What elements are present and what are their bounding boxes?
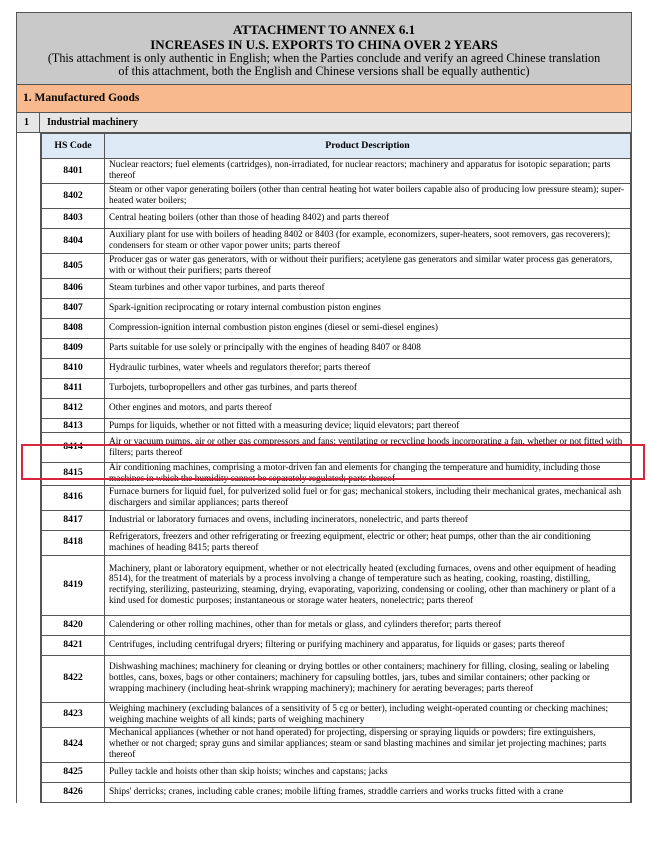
description-cell: Other engines and motors, and parts thereof [105, 399, 631, 419]
hs-code-cell: 8402 [42, 184, 105, 209]
subsection-heading [16, 113, 632, 133]
description-cell: Dishwashing machines; machinery for cleaning or drying bottles or other containers; machinery for filling, closing, sealing or labeling bottles, cans, boxes, bags or other containers; machinery for capsuling bottles, jars, tubes and similar containers; other packing or wrapping machinery (including heat-shrink wrapping machinery); machinery for aerating beverages; parts thereof [105, 655, 631, 702]
table-row [42, 510, 631, 530]
description-cell: Refrigerators, freezers and other refrigerating or freezing equipment, electric or other; heat pumps, other than the air conditioning machines of heading 8415; parts thereof [105, 530, 631, 555]
hs-code-cell: 8401 [42, 159, 105, 184]
table-row [42, 727, 631, 762]
description-cell: Air or vacuum pumps, air or other gas compressors and fans; ventilating or recycling hoods incorporating a fan, whether or not fitted with filters; parts thereof [105, 433, 631, 463]
hs-code-cell: 8405 [42, 254, 105, 279]
description-cell: Central heating boilers (other than those of heading 8402) and parts thereof [105, 209, 631, 229]
description-cell: Pulley tackle and hoists other than skip hoists; winches and capstans; jacks [105, 762, 631, 782]
table-row [42, 399, 631, 419]
hs-code-cell: 8423 [42, 702, 105, 727]
description-cell: Hydraulic turbines, water wheels and regulators therefor; parts thereof [105, 359, 631, 379]
description-cell: Furnace burners for liquid fuel, for pulverized solid fuel or for gas; mechanical stokers, including their mechanical grates, mechanical ash dischargers and similar appliances; parts thereof [105, 485, 631, 510]
table-row [42, 319, 631, 339]
title-line-2: INCREASES IN U.S. EXPORTS TO CHINA OVER 2 YEARS [150, 37, 498, 52]
description-cell: Weighing machinery (excluding balances of a sensitivity of 5 cg or better), including weight-operated counting or checking machines; weighing machine weights of all kinds; parts of weighing machinery [105, 702, 631, 727]
description-cell: Spark-ignition reciprocating or rotary internal combustion piston engines [105, 299, 631, 319]
description-cell: Auxiliary plant for use with boilers of heading 8402 or 8403 (for example, economizers, super-heaters, soot removers, gas recoverers); condensers for steam or other vapor power units; parts thereof [105, 229, 631, 254]
table-row [42, 299, 631, 319]
description-cell: Steam turbines and other vapor turbines, and parts thereof [105, 279, 631, 299]
table-row [42, 635, 631, 655]
hs-code-cell: 8403 [42, 209, 105, 229]
hs-code-cell: 8409 [42, 339, 105, 359]
column-header-hs-code: HS Code [42, 134, 105, 159]
description-cell: Machinery, plant or laboratory equipment, whether or not electrically heated (excluding furnaces, ovens and other equipment of heading 8514), for the treatment of materials by a process involving a change of temperature such as heating, cooking, roasting, distilling, rectifying, sterilizing, pasteurizing, steaming, drying, evaporating, vaporizing, condensing or cooling, other than machinery or plant of a kind used for domestic purposes; instantaneous or storage water heaters, nonelectric; parts thereof [105, 555, 631, 615]
table-row [42, 339, 631, 359]
table-row [42, 782, 631, 802]
table-row [42, 485, 631, 510]
table-row [42, 433, 631, 463]
table-row [42, 379, 631, 399]
description-cell: Ships' derricks; cranes, including cable cranes; mobile lifting frames, straddle carriers and works trucks fitted with a crane [105, 782, 631, 802]
table-row [42, 419, 631, 433]
hs-code-table [41, 133, 631, 803]
hs-code-cell: 8420 [42, 615, 105, 635]
hs-code-cell: 8416 [42, 485, 105, 510]
title-line-1: ATTACHMENT TO ANNEX 6.1 [232, 22, 416, 37]
table-row [42, 359, 631, 379]
hs-code-cell: 8419 [42, 555, 105, 615]
hs-code-cell: 8415 [42, 463, 105, 486]
column-header-description: Product Description [105, 134, 631, 159]
table-row [42, 655, 631, 702]
note-line-1: (This attachment is only authentic in English; when the Parties conclude and verify an agreed Chinese translation [47, 51, 601, 65]
hs-code-cell: 8404 [42, 229, 105, 254]
description-cell: Producer gas or water gas generators, with or without their purifiers; acetylene gas generators and similar water process gas generators, with or without their purifiers; parts thereof [105, 254, 631, 279]
hs-code-cell: 8413 [42, 419, 105, 433]
table-row [42, 615, 631, 635]
description-cell: Turbojets, turbopropellers and other gas turbines, and parts thereof [105, 379, 631, 399]
table-row [42, 254, 631, 279]
description-cell: Centrifuges, including centrifugal dryers; filtering or purifying machinery and apparatus, for liquids or gases; parts thereof [105, 635, 631, 655]
table-row [42, 184, 631, 209]
subsection-label: Industrial machinery [47, 117, 138, 128]
document-page [16, 12, 632, 803]
description-cell: Industrial or laboratory furnaces and ovens, including incinerators, nonelectric, and parts thereof [105, 510, 631, 530]
hs-code-cell: 8417 [42, 510, 105, 530]
section-heading: 1. Manufactured Goods [16, 85, 632, 113]
table-gutter [17, 133, 41, 803]
table-row [42, 159, 631, 184]
description-cell: Air conditioning machines, comprising a motor-driven fan and elements for changing the temperature and humidity, including those machines in which the humidity cannot be separately regulated; parts thereof [105, 463, 631, 486]
hs-code-cell: 8421 [42, 635, 105, 655]
hs-code-cell: 8426 [42, 782, 105, 802]
description-cell: Pumps for liquids, whether or not fitted with a measuring device; liquid elevators; part thereof [105, 419, 631, 433]
hs-code-cell: 8412 [42, 399, 105, 419]
table-row [42, 702, 631, 727]
hs-code-cell: 8410 [42, 359, 105, 379]
table-row [42, 762, 631, 782]
hs-code-cell: 8408 [42, 319, 105, 339]
hs-code-cell: 8407 [42, 299, 105, 319]
hs-code-cell: 8424 [42, 727, 105, 762]
table-row [42, 530, 631, 555]
description-cell: Calendering or other rolling machines, other than for metals or glass, and cylinders therefor; parts thereof [105, 615, 631, 635]
hs-code-cell: 8418 [42, 530, 105, 555]
note-line-2: of this attachment, both the English and Chinese versions shall be equally authentic) [118, 64, 530, 78]
description-cell: Nuclear reactors; fuel elements (cartridges), non-irradiated, for nuclear reactors; machinery and apparatus for isotopic separation; parts thereof [105, 159, 631, 184]
table-row [42, 279, 631, 299]
table-row [42, 463, 631, 486]
table-row [42, 229, 631, 254]
hs-code-cell: 8411 [42, 379, 105, 399]
table-wrapper [16, 133, 632, 803]
description-cell: Compression-ignition internal combustion piston engines (diesel or semi-diesel engines) [105, 319, 631, 339]
hs-code-cell: 8425 [42, 762, 105, 782]
description-cell: Steam or other vapor generating boilers (other than central heating hot water boilers capable also of producing low pressure steam); super-heated water boilers; [105, 184, 631, 209]
table-row [42, 209, 631, 229]
description-cell: Mechanical appliances (whether or not hand operated) for projecting, dispersing or spraying liquids or powders; fire extinguishers, whether or not charged; spray guns and similar appliances; steam or sand blasting machines and similar jet projecting machines; parts thereof [105, 727, 631, 762]
hs-code-cell: 8406 [42, 279, 105, 299]
hs-code-cell: 8422 [42, 655, 105, 702]
description-cell: Parts suitable for use solely or principally with the engines of heading 8407 or 8408 [105, 339, 631, 359]
table-row [42, 555, 631, 615]
hs-code-cell: 8414 [42, 433, 105, 463]
document-header [16, 12, 632, 85]
subsection-number: 1 [17, 113, 40, 132]
